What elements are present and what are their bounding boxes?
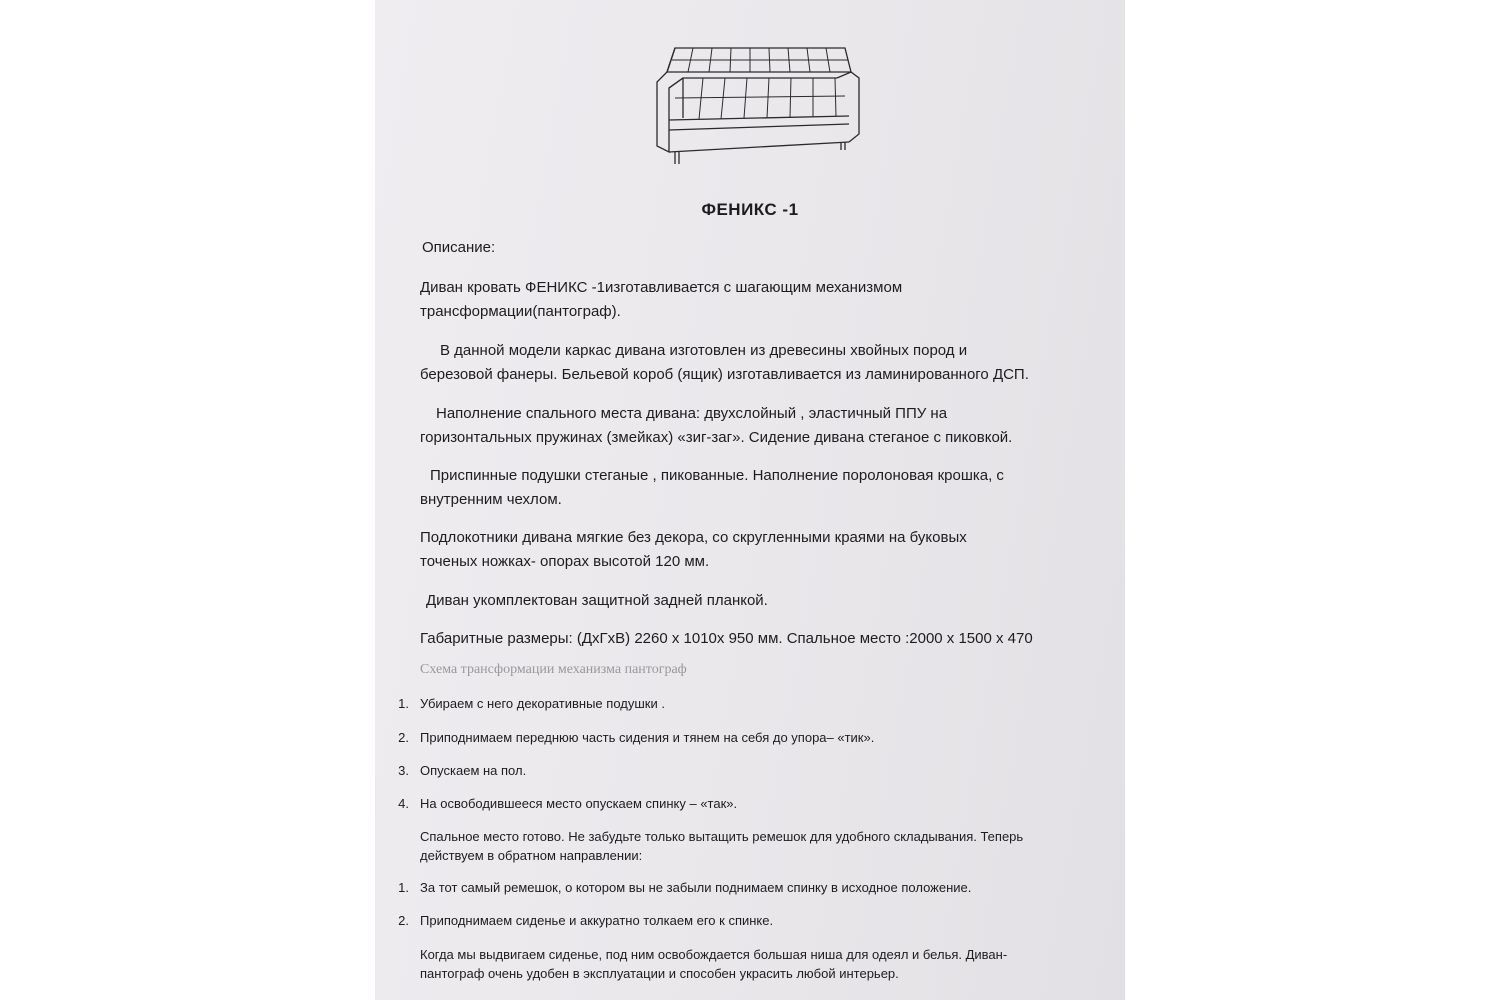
dimensions-paragraph: Габаритные размеры: (ДхГхВ) 2260 х 1010х 950 мм. Спальное место :2000 х 1500 х 470	[420, 630, 1033, 647]
note-paragraph: Спальное место готово. Не забудьте только вытащить ремешок для удобного складывания. Теперь действуем в обратном направлении:	[420, 829, 1024, 863]
paragraph: Подлокотники дивана мягкие без декора, со скругленными краями на буковых точеных ножках- опорах высотой 120 мм.	[420, 529, 967, 570]
paragraph: Приспинные подушки стеганые , пикованные. Наполнение поролоновая крошка, с внутренним чехлом.	[420, 467, 1004, 508]
paragraph: В данной модели каркас дивана изготовлен из древесины хвойных пород и березовой фанеры. Бельевой короб (ящик) изготавливается из ламинированного ДСП.	[420, 342, 1029, 383]
paragraph: Диван кровать ФЕНИКС -1изготавливается с шагающим механизмом трансформации(пантограф).	[420, 279, 903, 320]
sofa-illustration	[653, 42, 863, 170]
description-label: Описание:	[422, 239, 496, 256]
paragraph: Диван укомплектован защитной задней планкой.	[426, 592, 768, 609]
note-paragraph: Когда мы выдвигаем сиденье, под ним освобождается большая ниша для одеял и белья. Диван- пантограф очень удобен в эксплуатации и способен украсить любой интерьер.	[420, 947, 1008, 981]
paragraph: Наполнение спального места дивана: двухслойный , эластичный ППУ на горизонтальных пружинах (змейках) «зиг-заг». Сидение дивана стеганое с пиковкой.	[420, 405, 1013, 446]
document-title: ФЕНИКС -1	[701, 200, 799, 219]
scheme-heading: Схема трансформации механизма пантограф	[420, 662, 687, 677]
document-page: ФЕНИКС -1 Описание: Диван кровать ФЕНИКС -1изготавливается с шагающим механизмом трансформации(пантограф). В данной модели каркас дивана изготовлен из древесины хвойных пород и березовой фанеры. Бельевой короб (ящик) изготавливается из ламинированного ДСП. Наполнение спального места дивана: двухслойный , эластичный ППУ на горизонтальных пружинах (змейках) «зиг-заг». Сидение дивана стеганое с пиковкой. Приспинные подушки стеганые , пикованные. Наполнение поролоновая крошка, с внутренним чехлом. Подлокотники дивана мягкие без декора, со скругленными краями на буковых точеных ножках- опорах высотой 120 мм. Диван укомплектован защитной задней планкой. Габаритные размеры: (ДхГхВ) 2260 х 1010х 950 мм. Спальное место :2000 х 1500 х 470 Схема трансформации механизма пантограф 1. Убираем с него декоративные подушки . 2. Приподнимаем переднюю часть сидения и тянем на себя до упора– «тик». 3. Опускаем на пол. 4. На освободившееся место опускаем спинку – «так». Спальное место готово. Не забудьте только вытащить ремешок для удобного складывания. Теперь действуем в обратном направлении: 1. За тот самый ремешок, о котором вы не забыли поднимаем спинку в исходное положение. 2. Приподнимаем сиденье и аккуратно толкаем его к спинке. Когда мы выдвигаем сиденье, под ним освобождается большая ниша для одеял и белья. Диван- пантограф очень удобен в эксплуатации и способен украсить любой интерьер.	[375, 0, 1125, 1000]
